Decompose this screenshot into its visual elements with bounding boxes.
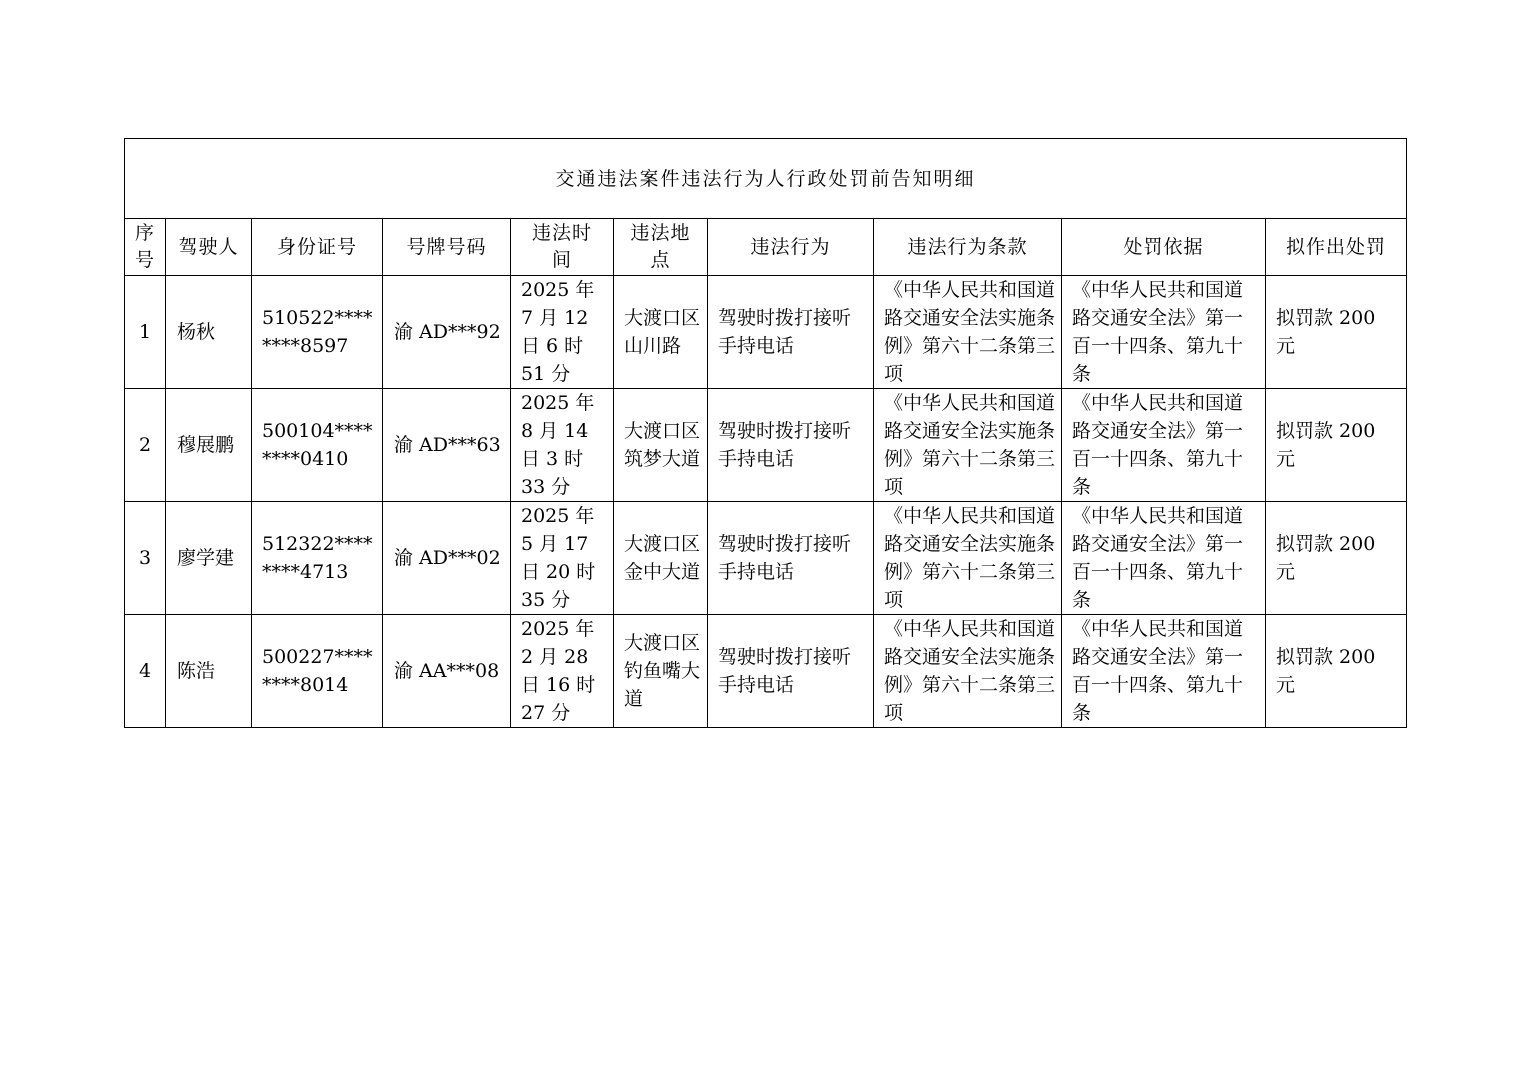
header-seq: 序号	[125, 219, 166, 276]
cell-clause: 《中华人民共和国道路交通安全法实施条例》第六十二条第三项	[874, 276, 1062, 389]
cell-driver: 廖学建	[166, 502, 252, 615]
header-behavior: 违法行为	[708, 219, 874, 276]
document-title: 交通违法案件违法行为人行政处罚前告知明细	[125, 139, 1407, 219]
cell-id-number: 510522********8597	[252, 276, 383, 389]
cell-basis: 《中华人民共和国道路交通安全法》第一百一十四条、第九十条	[1062, 502, 1266, 615]
cell-behavior: 驾驶时拨打接听手持电话	[708, 276, 874, 389]
table-row	[125, 276, 1407, 389]
cell-place: 大渡口区金中大道	[614, 502, 708, 615]
cell-time: 2025 年 2 月 28 日 16 时 27 分	[511, 615, 614, 728]
cell-time: 2025 年 5 月 17 日 20 时 35 分	[511, 502, 614, 615]
penalty-notice-table	[124, 138, 1407, 728]
table-row	[125, 615, 1407, 728]
cell-seq: 1	[125, 276, 166, 389]
table-row	[125, 502, 1407, 615]
cell-seq: 2	[125, 389, 166, 502]
cell-driver: 穆展鹏	[166, 389, 252, 502]
header-plate: 号牌号码	[383, 219, 511, 276]
cell-plate: 渝 AD***63	[383, 389, 511, 502]
header-basis: 处罚依据	[1062, 219, 1266, 276]
header-driver: 驾驶人	[166, 219, 252, 276]
cell-place: 大渡口区钓鱼嘴大道	[614, 615, 708, 728]
header-time: 违法时间	[511, 219, 614, 276]
cell-penalty: 拟罚款 200 元	[1266, 615, 1407, 728]
cell-clause: 《中华人民共和国道路交通安全法实施条例》第六十二条第三项	[874, 502, 1062, 615]
cell-time: 2025 年 8 月 14 日 3 时 33 分	[511, 389, 614, 502]
cell-behavior: 驾驶时拨打接听手持电话	[708, 389, 874, 502]
cell-time: 2025 年 7 月 12 日 6 时 51 分	[511, 276, 614, 389]
cell-plate: 渝 AD***92	[383, 276, 511, 389]
cell-place: 大渡口区筑梦大道	[614, 389, 708, 502]
cell-plate: 渝 AD***02	[383, 502, 511, 615]
cell-basis: 《中华人民共和国道路交通安全法》第一百一十四条、第九十条	[1062, 276, 1266, 389]
table-header-row	[125, 219, 1407, 276]
cell-behavior: 驾驶时拨打接听手持电话	[708, 502, 874, 615]
cell-behavior: 驾驶时拨打接听手持电话	[708, 615, 874, 728]
cell-id-number: 512322********4713	[252, 502, 383, 615]
header-id-number: 身份证号	[252, 219, 383, 276]
cell-basis: 《中华人民共和国道路交通安全法》第一百一十四条、第九十条	[1062, 389, 1266, 502]
cell-id-number: 500104********0410	[252, 389, 383, 502]
cell-id-number: 500227********8014	[252, 615, 383, 728]
cell-clause: 《中华人民共和国道路交通安全法实施条例》第六十二条第三项	[874, 389, 1062, 502]
cell-penalty: 拟罚款 200 元	[1266, 502, 1407, 615]
cell-penalty: 拟罚款 200 元	[1266, 389, 1407, 502]
header-penalty: 拟作出处罚	[1266, 219, 1407, 276]
cell-driver: 陈浩	[166, 615, 252, 728]
header-place: 违法地点	[614, 219, 708, 276]
cell-plate: 渝 AA***08	[383, 615, 511, 728]
cell-basis: 《中华人民共和国道路交通安全法》第一百一十四条、第九十条	[1062, 615, 1266, 728]
header-clause: 违法行为条款	[874, 219, 1062, 276]
cell-penalty: 拟罚款 200 元	[1266, 276, 1407, 389]
cell-seq: 4	[125, 615, 166, 728]
cell-place: 大渡口区山川路	[614, 276, 708, 389]
cell-seq: 3	[125, 502, 166, 615]
cell-driver: 杨秋	[166, 276, 252, 389]
cell-clause: 《中华人民共和国道路交通安全法实施条例》第六十二条第三项	[874, 615, 1062, 728]
table-row	[125, 389, 1407, 502]
